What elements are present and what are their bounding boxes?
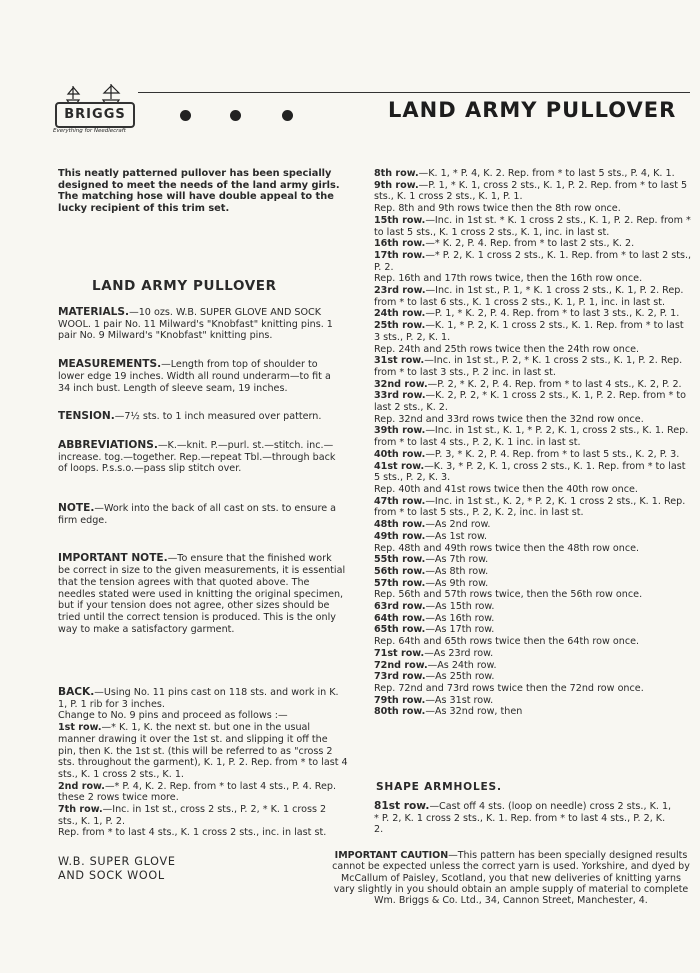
- row-instruction: 24th row.—P. 1, * K. 2, P. 4. Rep. from * to last 3 sts., K. 2, P. 1.: [374, 308, 680, 320]
- shape-armholes-heading: SHAPE ARMHOLES.: [376, 781, 502, 793]
- briggs-logo: [55, 82, 135, 142]
- row-instruction: 2nd row.—* P. 4, K. 2. Rep. from * to last 4 sts., P. 4. Rep. these 2 rows twice more.: [58, 780, 337, 804]
- row-instruction: 17th row.—* P. 2, K. 1 cross 2 sts., K. 1. Rep. from * to last 2 sts., P. 2.: [374, 249, 692, 273]
- row-instruction: 49th row.—As 1st row.: [374, 530, 488, 542]
- row-instruction: 47th row.—Inc. in 1st st., K. 2, * P. 2, K. 1 cross 2 sts., K. 1. Rep. from * to last 5 sts., P. 2, K. 2, inc. in last st.: [374, 495, 686, 519]
- row-instruction: 16th row.—* K. 2, P. 4. Rep. from * to last 2 sts., K. 2.: [374, 238, 635, 250]
- row-instruction: Change to No. 9 pins and proceed as follows :—: [58, 710, 288, 722]
- row-instruction: Rep. 16th and 17th rows twice, then the 16th row once.: [374, 273, 643, 285]
- left-column: [58, 307, 346, 635]
- row-instruction: 15th row.—Inc. in 1st st. * K. 1 cross 2 sts., K. 1, P. 2. Rep. from * to last 5 sts., K. 1 cross 2 sts., K. 1, inc. in last st.: [374, 214, 691, 238]
- page-title: LAND ARMY PULLOVER: [388, 98, 677, 122]
- note-paragraph: NOTE.—Work into the back of all cast on sts. to ensure a firm edge.: [58, 502, 337, 526]
- row-instruction: 72nd row.—As 24th row.: [374, 659, 497, 671]
- row-instruction: 79th row.—As 31st row.: [374, 694, 494, 706]
- measurements-paragraph: MEASUREMENTS.—Length from top of shoulder to lower edge 19 inches. Width all round underarm—to fit a 34 inch bust. Length of sleeve seam, 19 inches.: [58, 358, 331, 394]
- row-instruction: Rep. 8th and 9th rows twice then the 8th row once.: [374, 203, 621, 215]
- shape-armholes-section: [374, 801, 674, 836]
- row-instruction: 9th row.—P. 1, * K. 1, cross 2 sts., K. 1, P. 2. Rep. from * to last 5 sts., K. 1 cross 2 sts., K. 1, P. 1.: [374, 179, 688, 203]
- row-instruction: Rep. 24th and 25th rows twice then the 24th row once.: [374, 343, 640, 355]
- bullet-dot: [230, 110, 241, 121]
- important-caution: IMPORTANT CAUTION—This pattern has been specially designed results cannot be expected unless the correct yarn is used. Yorkshire, and dyed by McCallum of Paisley, Scotland, you that new deliveries of knitting yarns vary slightly in you should obtain an ample supply of material to complete Wm. Briggs & Co. Ltd., 34, Cannon Street, Manchester, 4.: [332, 850, 690, 907]
- row-instruction: 64th row.—As 16th row.: [374, 612, 495, 624]
- wool-name: W.B. SUPER GLOVE AND SOCK WOOL: [58, 855, 176, 882]
- row-instruction: Rep. 48th and 49th rows twice then the 48th row once.: [374, 542, 640, 554]
- ships-icon: [63, 82, 127, 104]
- section-title: LAND ARMY PULLOVER: [92, 278, 277, 294]
- row-instructions: [374, 168, 692, 718]
- row-instruction: 40th row.—P. 3, * K. 2, P. 4. Rep. from * to last 5 sts., K. 2, P. 3.: [374, 448, 680, 460]
- row-instruction: 8th row.—K. 1, * P. 4, K. 2. Rep. from * to last 5 sts., P. 4, K. 1.: [374, 168, 675, 179]
- row-instruction: Rep. 72nd and 73rd rows twice then the 72nd row once.: [374, 682, 644, 694]
- row-instruction: Rep. 40th and 41st rows twice then the 40th row once.: [374, 483, 638, 495]
- row-instruction: 32nd row.—P. 2, * K. 2, P. 4. Rep. from * to last 4 sts., K. 2, P. 2.: [374, 378, 682, 390]
- row-instruction: 7th row.—Inc. in 1st st., cross 2 sts., P. 2, * K. 1 cross 2 sts., K. 1, P. 2.: [58, 804, 327, 827]
- row-instruction: 25th row.—K. 1, * P. 2, K. 1 cross 2 sts., K. 1. Rep. from * to last 3 sts., P. 2, K. 1.: [374, 320, 684, 343]
- important-note-paragraph: IMPORTANT NOTE.—To ensure that the finished work be correct in size to the given measurements, it is essential that the tension agrees with that quoted above. The needles stated were used in knitting the original specimen, but if your tension does not agree, other sizes should be tried until the correct tension is produced. This is the only way to make a satisfactory garment.: [58, 552, 346, 635]
- header-rule: [138, 92, 690, 93]
- row-instruction: Rep. from * to last 4 sts., K. 1 cross 2 sts., inc. in last st.: [58, 827, 327, 839]
- row-instruction: 23rd row.—Inc. in 1st st., P. 1, * K. 1 cross 2 sts., K. 1, P. 2. Rep. from * to last 6 sts., K. 1 cross 2 sts., K. 1, P. 1, inc. in last st.: [374, 285, 684, 308]
- row-instruction: Rep. 32nd and 33rd rows twice then the 32nd row once.: [374, 413, 644, 425]
- brand-name: BRIGGS: [55, 102, 135, 128]
- materials-paragraph: MATERIALS.—10 ozs. W.B. SUPER GLOVE AND SOCK WOOL. 1 pair No. 11 Milward's "Knobfast" knitting pins. 1 pair No. 9 Milward's "Knobfast" knitting pins.: [58, 306, 333, 342]
- row-instruction: Rep. 56th and 57th rows twice, then the 56th row once.: [374, 589, 643, 601]
- tension-paragraph: TENSION.—7½ sts. to 1 inch measured over pattern.: [58, 410, 322, 423]
- row-instruction: 71st row.—As 23rd row.: [374, 647, 494, 659]
- back-rows: [58, 710, 348, 839]
- row-instruction: 57th row.—As 9th row.: [374, 577, 489, 589]
- row-instruction: 73rd row.—As 25th row.: [374, 671, 495, 683]
- row-instruction: Rep. 64th and 65th rows twice then the 64th row once.: [374, 636, 640, 648]
- row-instruction: 55th row.—As 7th row.: [374, 554, 489, 566]
- back-paragraph: BACK.—Using No. 11 pins cast on 118 sts. and work in K. 1, P. 1 rib for 3 inches.: [58, 686, 339, 710]
- abbreviations-paragraph: ABBREVIATIONS.—K.—knit. P.—purl. st.—stitch. inc.—increase. tog.—together. Rep.—repeat Tbl.—through back of loops. P.s.s.o.—pass slip stitch over.: [58, 438, 336, 475]
- row-instruction: 39th row.—Inc. in 1st st., K. 1, * P. 2, K. 1, cross 2 sts., K. 1. Rep. from * to last 4 sts., P. 2, K. 1 inc. in last st.: [374, 425, 689, 449]
- row-instruction: 81st row.—Cast off 4 sts. (loop on needle) cross 2 sts., K. 1, * P. 2, K. 1 cross 2 sts., K. 1. Rep. from * to last 4 sts., P. 2, K. 2.: [374, 800, 672, 836]
- row-instruction: 56th row.—As 8th row.: [374, 565, 489, 577]
- brand-tagline: Everything for Needlecraft: [53, 128, 126, 134]
- back-section: [58, 687, 348, 839]
- row-instruction: 1st row.—* K. 1, K. the next st. but one in the usual manner drawing it over the 1st st. and slipping it off the pin, then K. the 1st st. (this will be referred to as "cross 2 sts. throughout the garment), K. 1, P. 2. Rep. from * to last 4 sts., K. 1 cross 2 sts., K. 1.: [58, 722, 348, 780]
- row-instruction: 31st row.—Inc. in 1st st., P. 2, * K. 1 cross 2 sts., K. 1, P. 2. Rep. from * to last 3 sts., P. 2 inc. in last st.: [374, 355, 683, 378]
- row-instruction: 48th row.—As 2nd row.: [374, 519, 491, 531]
- row-instruction: 33rd row.—K. 2, P. 2, * K. 1 cross 2 sts., K. 1, P. 2. Rep. from * to last 2 sts., K. 2.: [374, 390, 687, 414]
- row-instruction: 80th row.—As 32nd row, then: [374, 706, 523, 718]
- row-instruction: 41st row.—K. 3, * P. 2, K. 1, cross 2 sts., K. 1. Rep. from * to last 5 sts., P. 2, K. 3.: [374, 460, 686, 484]
- row-instruction: 65th row.—As 17th row.: [374, 624, 495, 636]
- right-column: [374, 168, 692, 718]
- bullet-dot: [180, 110, 191, 121]
- row-instruction: 63rd row.—As 15th row.: [374, 601, 495, 613]
- bullet-dot: [282, 110, 293, 121]
- intro-paragraph: This neatly patterned pullover has been specially designed to meet the needs of the land army girls. The matching hose will have double appeal to the lucky recipient of this trim set.: [58, 168, 340, 215]
